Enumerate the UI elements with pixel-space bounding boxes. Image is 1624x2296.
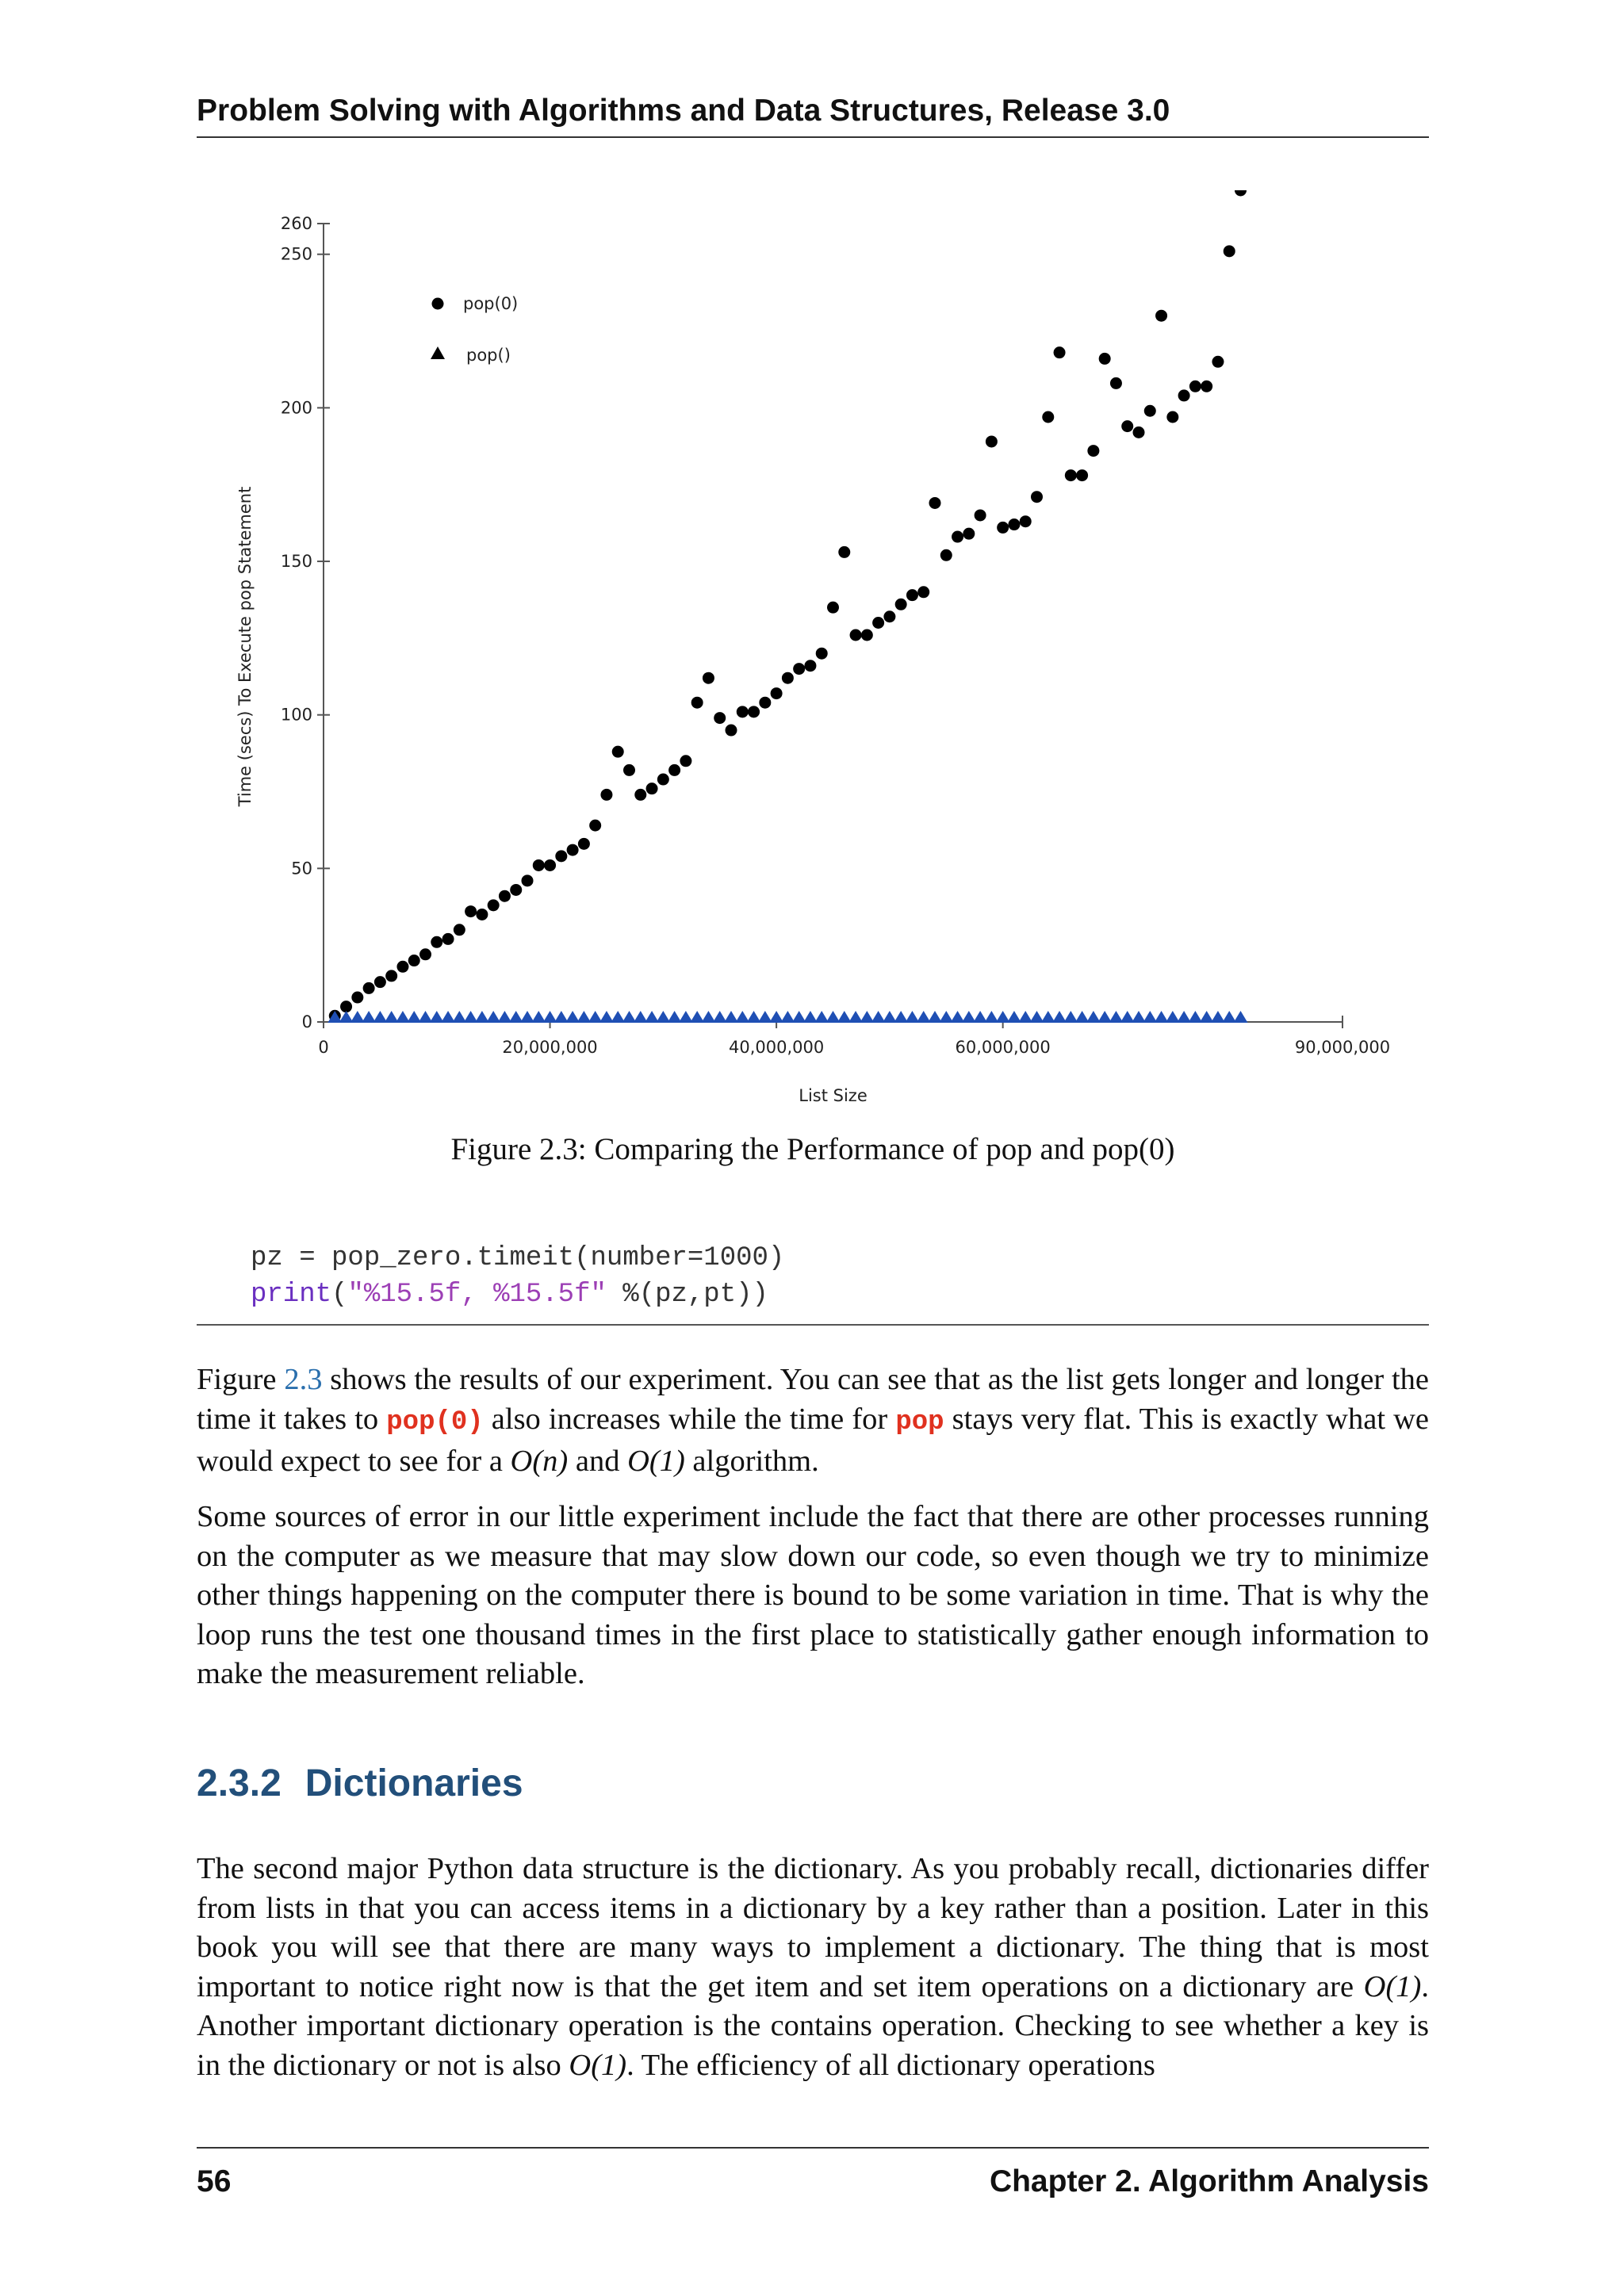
pop-point <box>531 1011 546 1023</box>
pop0-point <box>522 874 534 886</box>
code-line-2 <box>251 1276 768 1313</box>
code-block <box>197 1234 1429 1326</box>
inline-code-pop0: pop(0) <box>386 1406 484 1437</box>
y-tick-label: 50 <box>291 859 312 878</box>
pop0-point <box>804 660 816 672</box>
text: shows the results of our experiment. You can see that as the list gets longer and longer the time it takes to <box>197 1363 1429 1436</box>
pop-point <box>984 1011 998 1023</box>
y-tick-label: 260 <box>280 214 312 233</box>
code-paren: ( <box>331 1280 348 1310</box>
pop-point <box>1052 1011 1067 1023</box>
pop-point <box>735 1011 749 1023</box>
pop-point <box>1222 1011 1236 1023</box>
pop-point <box>905 1011 919 1023</box>
pop0-point <box>657 774 669 786</box>
figure-2-3 <box>198 190 1427 1189</box>
pop0-point <box>465 905 477 917</box>
pop0-point <box>578 838 590 850</box>
pop-point <box>1007 1011 1021 1023</box>
figure-link[interactable]: 2.3 <box>284 1363 323 1396</box>
page-number: 56 <box>197 2164 232 2198</box>
pop0-point <box>748 706 760 718</box>
pop0-point <box>646 783 658 794</box>
pop0-point <box>488 899 500 911</box>
text: . Another important dictionary operation is the contains operation. Checking to see whether a key is in the dictionary or not is also <box>197 1969 1429 2082</box>
pop-point <box>407 1011 421 1023</box>
pop0-point <box>1166 411 1178 423</box>
pop0-point <box>703 672 714 684</box>
pop-point <box>1120 1011 1135 1023</box>
pop-point <box>430 1011 444 1023</box>
pop-point <box>419 1011 433 1023</box>
pop-point <box>883 1011 897 1023</box>
legend-label-pop: pop() <box>466 346 511 365</box>
pop0-point <box>850 629 862 641</box>
pop-point <box>780 1011 795 1023</box>
pop0-point <box>396 961 408 973</box>
pop-point <box>973 1011 987 1023</box>
pop-point <box>645 1011 659 1023</box>
x-tick-label: 40,000,000 <box>728 1038 825 1057</box>
pop-point <box>826 1011 841 1023</box>
pop-point <box>1097 1011 1112 1023</box>
pop-point <box>362 1011 376 1023</box>
pop-point <box>1132 1011 1146 1023</box>
pop-point <box>1155 1011 1169 1023</box>
pop-point <box>464 1011 478 1023</box>
pop-point <box>554 1011 569 1023</box>
y-tick-label: 200 <box>280 398 312 418</box>
pop-point <box>701 1011 715 1023</box>
pop0-point <box>351 992 363 1004</box>
legend-marker-pop <box>431 346 445 359</box>
math-o-1: O(1) <box>627 1445 685 1478</box>
pop-point <box>350 1011 365 1023</box>
pop0-point <box>374 976 386 988</box>
pop-point <box>928 1011 942 1023</box>
x-tick-label: 0 <box>318 1038 329 1057</box>
pop-point <box>951 1011 965 1023</box>
pop0-point <box>1212 356 1224 368</box>
pop0-point <box>1020 515 1032 527</box>
scatter-chart <box>198 190 1427 1126</box>
y-axis-title: Time (secs) To Execute pop Statement <box>236 486 255 807</box>
pop0-point <box>385 970 397 982</box>
text: algorithm. <box>684 1445 819 1478</box>
pop0-point <box>883 610 895 622</box>
pop0-point <box>1235 190 1247 197</box>
pop-point <box>599 1011 614 1023</box>
paragraph-results <box>197 1360 1429 1482</box>
pop0-point <box>906 589 918 601</box>
pop-point <box>1041 1011 1055 1023</box>
pop0-point <box>510 884 522 896</box>
pop0-point <box>997 522 1009 534</box>
pop-point <box>758 1011 772 1023</box>
pop-point <box>634 1011 648 1023</box>
pop0-point <box>1054 346 1066 358</box>
y-tick-label: 0 <box>301 1012 312 1031</box>
pop-point <box>769 1011 783 1023</box>
pop-point <box>373 1011 387 1023</box>
pop0-point <box>419 948 431 960</box>
pop0-point <box>1155 310 1167 322</box>
text: and <box>568 1445 628 1478</box>
code-args: %(pz,pt)) <box>606 1280 768 1310</box>
pop0-point <box>816 648 828 660</box>
chapter-title: Chapter 2. Algorithm Analysis <box>989 2164 1429 2198</box>
pop0-point <box>544 859 556 871</box>
text: stays very flat. This is exactly what we would expect to see for a <box>197 1402 1430 1478</box>
pop-point <box>441 1011 455 1023</box>
pop-point <box>486 1011 500 1023</box>
pop0-point <box>726 725 737 737</box>
x-tick-label: 90,000,000 <box>1294 1038 1391 1057</box>
pop-point <box>962 1011 976 1023</box>
pop-point <box>848 1011 863 1023</box>
pop0-point <box>782 672 794 684</box>
pop0-point <box>1224 245 1235 257</box>
pop-point <box>894 1011 908 1023</box>
pop0-point <box>986 435 998 447</box>
code-line-1: pz = pop_zero.timeit(number=1000) <box>251 1243 785 1273</box>
pop0-point <box>737 706 749 718</box>
pop0-point <box>1121 420 1133 432</box>
pop0-point <box>1144 405 1156 417</box>
pop0-point <box>917 586 929 598</box>
code-print-keyword: print <box>251 1280 332 1310</box>
code-format-string: "%15.5f, %15.5f" <box>347 1280 607 1310</box>
pop-point <box>1030 1011 1044 1023</box>
pop-point <box>565 1011 580 1023</box>
pop-point <box>860 1011 874 1023</box>
figure-caption: Figure 2.3: Comparing the Performance of pop and pop(0) <box>450 1132 1175 1166</box>
chart-ticks <box>236 214 1390 1105</box>
pop0-point <box>872 617 884 629</box>
pop0-point <box>691 697 703 709</box>
pop0-point <box>1031 491 1043 503</box>
pop0-point <box>1099 353 1111 365</box>
pop-point <box>1188 1011 1202 1023</box>
pop0-point <box>623 764 635 776</box>
pop0-point <box>533 859 545 871</box>
pop0-point <box>940 549 952 561</box>
pop0-point <box>714 712 726 724</box>
pop-point <box>917 1011 931 1023</box>
math-o-1: O(1) <box>569 2048 627 2082</box>
pop0-point <box>1178 389 1190 401</box>
math-o-n: O(n) <box>510 1445 569 1478</box>
pop0-point <box>1042 411 1054 423</box>
pop-point <box>452 1011 466 1023</box>
pop-point <box>1234 1011 1248 1023</box>
pop0-point <box>431 936 442 948</box>
pop-point <box>668 1011 682 1023</box>
math-o-1: O(1) <box>1363 1969 1422 2003</box>
pop0-point <box>567 844 579 856</box>
y-tick-label: 250 <box>280 244 312 264</box>
pop0-point <box>1201 381 1212 392</box>
pop0-point <box>612 746 624 758</box>
pop-point <box>1086 1011 1101 1023</box>
pop-point <box>611 1011 625 1023</box>
pop0-point <box>442 933 454 945</box>
text: The second major Python data structure is the dictionary. As you probably recall, dictionaries differ from lists in that you can access items in a dictionary by a key rather than a position. Later in this book you will see that there are many ways to implement a dictionary. The thing that is most important to notice right now is that the get item and set item operations on a dictionary are <box>197 1852 1429 2003</box>
pop0-point <box>1189 381 1201 392</box>
pop0-point <box>1133 427 1145 438</box>
pop-point <box>1211 1011 1225 1023</box>
pop0-point <box>408 955 420 966</box>
paragraph-error-sources: Some sources of error in our little experiment include the fact that there are other processes running on the computer as we measure that may slow down our code, so even though we try to minimize other things happening on the computer there is bound to be some variation in time. That is why the loop runs the test one thousand times in the first place to statistically gather enough information to make the measurement reliable. <box>197 1500 1429 1690</box>
pop-point <box>939 1011 953 1023</box>
pop0-point <box>1087 445 1099 457</box>
pop0-point <box>499 890 511 902</box>
pop0-point <box>1076 469 1088 481</box>
x-axis-title: List Size <box>799 1086 868 1105</box>
pop-point <box>814 1011 829 1023</box>
pop0-point <box>363 982 375 994</box>
pop-point <box>1166 1011 1180 1023</box>
pop-point <box>1018 1011 1032 1023</box>
pop0-point <box>759 697 771 709</box>
pop-point <box>996 1011 1010 1023</box>
pop-point <box>1143 1011 1157 1023</box>
pop0-point <box>476 909 488 920</box>
running-header: Problem Solving with Algorithms and Data Structures, Release 3.0 <box>197 89 1429 138</box>
pop-point <box>385 1011 399 1023</box>
pop-point <box>1075 1011 1090 1023</box>
pop-point <box>475 1011 489 1023</box>
pop0-point <box>555 850 567 862</box>
pop0-point <box>600 789 612 801</box>
page-footer <box>197 2147 1429 2198</box>
pop0-point <box>838 546 850 558</box>
pop-point <box>724 1011 738 1023</box>
pop0-point <box>340 1001 352 1012</box>
text: . The efficiency of all dictionary operations <box>626 2048 1155 2082</box>
x-tick-label: 20,000,000 <box>502 1038 598 1057</box>
pop0-point <box>1110 377 1122 389</box>
pop0-point <box>668 764 680 776</box>
pop-point <box>396 1011 410 1023</box>
inline-code-pop: pop <box>895 1406 944 1437</box>
pop0-point <box>975 509 986 521</box>
pop-point <box>656 1011 670 1023</box>
pop0-point <box>771 687 783 699</box>
pop-point <box>837 1011 852 1023</box>
section-heading <box>197 1758 1429 1809</box>
pop-point <box>339 1011 354 1023</box>
pop0-point <box>929 497 941 509</box>
pop-point <box>497 1011 511 1023</box>
pop0-point <box>952 531 963 543</box>
pop-point <box>576 1011 591 1023</box>
text: also increases while the time for <box>483 1402 896 1436</box>
chart-legend <box>431 294 518 365</box>
pop-point <box>690 1011 704 1023</box>
pop-point <box>679 1011 693 1023</box>
pop-point <box>1063 1011 1078 1023</box>
pop-point <box>792 1011 806 1023</box>
pop-point <box>1200 1011 1214 1023</box>
section-number: 2.3.2 <box>197 1762 282 1804</box>
pop0-point <box>634 789 646 801</box>
text: Figure <box>197 1363 285 1396</box>
pop0-point <box>861 629 873 641</box>
chart-axes <box>324 224 1342 1022</box>
pop0-point <box>895 599 907 610</box>
pop0-point <box>680 755 691 767</box>
chart-marks <box>327 190 1247 1023</box>
paragraph-dictionaries <box>197 1850 1429 2085</box>
pop-point <box>803 1011 818 1023</box>
legend-label-pop0: pop(0) <box>463 294 519 313</box>
y-tick-label: 100 <box>280 705 312 725</box>
y-tick-label: 150 <box>280 552 312 572</box>
pop-point <box>747 1011 761 1023</box>
pop-point <box>520 1011 534 1023</box>
pop0-point <box>793 663 805 675</box>
legend-marker-pop0 <box>432 298 444 310</box>
pop0-point <box>1008 519 1020 530</box>
pop-point <box>713 1011 727 1023</box>
pop-point <box>871 1011 886 1023</box>
pop-point <box>1109 1011 1123 1023</box>
pop0-point <box>963 528 975 540</box>
pop0-point <box>454 924 465 936</box>
section-title-text: Dictionaries <box>304 1762 523 1804</box>
pop0-point <box>589 820 601 832</box>
x-tick-label: 60,000,000 <box>955 1038 1051 1057</box>
pop-point <box>509 1011 523 1023</box>
pop-point <box>543 1011 557 1023</box>
pop-point <box>588 1011 603 1023</box>
pop0-point <box>827 602 839 614</box>
pop0-point <box>1065 469 1077 481</box>
pop-point <box>622 1011 637 1023</box>
pop-point <box>1177 1011 1191 1023</box>
